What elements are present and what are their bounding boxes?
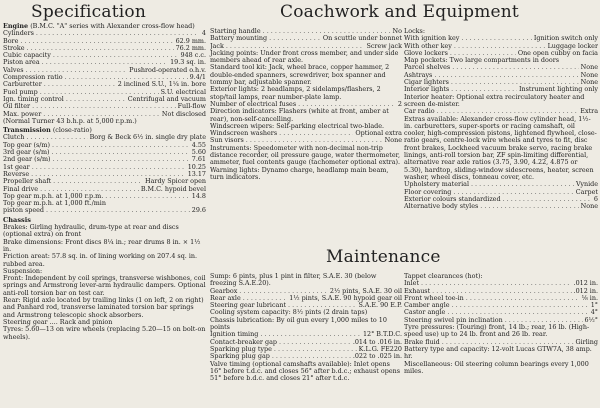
transmission-spec-row xyxy=(3,171,206,178)
maintenance-item-label: Brake fluid xyxy=(404,338,440,346)
coachwork-item xyxy=(404,28,598,35)
coachwork-item-label: With ignition key xyxy=(404,35,460,43)
coachwork-item-label: Sun visors xyxy=(210,137,244,145)
maintenance-item xyxy=(210,295,402,302)
transmission-spec-row xyxy=(3,186,206,193)
maintenance-item-label: Ignition timing xyxy=(210,331,259,339)
maintenance-item-label: Sump: 6 pints, plus 1 pint in filter, S.A.E. 30 (below freezing S.A.E.20). xyxy=(210,273,377,288)
chassis-paragraph: Rear: Rigid axle located by trailing links (1 on left, 2 on right) and Panhard rod, transverse laminated torsion bar springs and Armstrong telescopic shock absorbers. xyxy=(3,296,204,319)
engine-spec-row xyxy=(3,30,206,37)
engine-spec-row-label: Bore xyxy=(3,37,19,45)
chassis-heading: Chassis xyxy=(3,215,31,224)
engine-spec-row-value: Pushrod-operated o.h.v. xyxy=(129,66,206,74)
maintenance-item-value: .014 to .016 in. xyxy=(352,338,402,346)
transmission-heading: Transmission xyxy=(3,126,51,135)
transmission-spec-row-label: 2nd gear (s/m) xyxy=(3,156,51,164)
coachwork-item xyxy=(404,196,598,203)
coachwork-item-value: 6 xyxy=(593,195,598,203)
transmission-spec-row-value: 4.55 xyxy=(191,141,206,149)
coachwork-item-label: Alternative body styles xyxy=(404,203,479,211)
specification-column xyxy=(3,4,206,341)
transmission-spec-row-label: Top gear (s/m) xyxy=(3,141,50,149)
maintenance-paragraph: Miscellaneous: Oil steering column bearings every 1,000 miles. xyxy=(404,359,589,375)
coachwork-item-value: Optional extra xyxy=(355,130,402,138)
coachwork-paragraph: Jacking points: Under front cross member, and under side members ahead of rear axle. xyxy=(210,48,399,65)
chassis-paragraph: Friction areat: 57.8 sq. in. of lining working on 207.4 sq. in. rubbed area. xyxy=(3,252,198,268)
maintenance-item-value: Girling xyxy=(575,338,598,346)
coachwork-item-value: On scuttle under bonnet xyxy=(322,35,402,43)
engine-spec-row-value: S.U. electrical xyxy=(160,88,206,96)
maintenance-item xyxy=(210,288,402,295)
specification-title: Specification xyxy=(31,2,146,22)
piston-speed-label: Top gear m.p.h. at 1,000 ft./min xyxy=(3,199,106,208)
chassis-paragraph: Tyres: 5.60—13 on wire wheels (replacing 5.20—15 on bolt-on wheels). xyxy=(3,325,206,341)
coachwork-item-value: Carpet xyxy=(575,188,598,196)
coachwork-item-label: Exterior colours standardized xyxy=(404,195,501,203)
maintenance-item-label: Sparking plug gap xyxy=(210,353,270,361)
maintenance-item xyxy=(404,288,598,295)
maintenance-paragraph: Tyre pressures: (Touring) front, 14 lb.; rear, 16 lb. (High-speed use) up to 24 lb. front and 26 lb. rear. xyxy=(404,323,590,339)
transmission-spec-row xyxy=(3,164,206,171)
coachwork-item-label: Parcel shelves xyxy=(404,64,451,72)
maintenance-item-label: Gearbox xyxy=(210,287,238,295)
engine-spec-row-label: Fuel pump xyxy=(3,88,38,96)
coachwork-item-label: Interior lights xyxy=(404,86,450,94)
transmission-spec-row-label: Top gear m.p.h. at 1,000 r.p.m. xyxy=(3,192,104,200)
maintenance-item-value: S.A.E. 90 E.P. xyxy=(358,302,402,310)
engine-spec-row-label: Oil filter xyxy=(3,103,31,111)
transmission-spec-row-label: Final drive xyxy=(3,185,39,193)
maintenance-item-value: 4° xyxy=(590,309,598,317)
maintenance-item-label: Inlet xyxy=(404,280,420,288)
maintenance-paragraph: Battery type and capacity: 12-volt Lucas GTW7A, 38 amp. hr. xyxy=(404,344,592,361)
maintenance-item xyxy=(210,339,402,346)
engine-spec-row-value: Centrifugal and vacuum xyxy=(127,95,206,103)
coachwork-title: Coachwork and Equipment xyxy=(280,2,519,22)
coachwork-item-label: Map pockets: Two large compartments in doors xyxy=(404,57,560,65)
coachwork-item xyxy=(404,79,598,86)
coachwork-item xyxy=(404,35,598,42)
transmission-spec-row-label: Propeller shaft xyxy=(3,178,52,186)
coachwork-item-label: Number of electrical fuses xyxy=(210,100,297,108)
coachwork-item xyxy=(404,203,598,210)
chassis-paragraph: Steering gear .... Rack and pinion xyxy=(3,317,113,326)
piston-speed-row xyxy=(3,207,206,214)
engine-spec-row-value: 2 inclined S.U., 1¼ in. bore xyxy=(117,81,206,89)
coachwork-item-value: Screw jack xyxy=(366,42,402,50)
clutch-row xyxy=(3,134,206,141)
coachwork-left-column xyxy=(210,28,402,181)
engine-spec-row xyxy=(3,45,206,52)
coachwork-item xyxy=(404,50,598,57)
maintenance-item-label: Tappet clearances (hot): xyxy=(404,273,483,280)
coachwork-item-value: None xyxy=(580,203,598,211)
chassis-paragraph: Front: Independent by coil springs, transverse wishbones, coil springs and Armstrong lever-arm hydraulic dampers. Optional anti-roll torsion bar on test car. xyxy=(3,274,206,297)
engine-spec-row-label: Piston area xyxy=(3,59,40,67)
coachwork-item-value: One open cubby on facia xyxy=(517,49,598,57)
coachwork-item-value: None xyxy=(580,79,598,87)
maintenance-item-label: Front wheel toe-in xyxy=(404,294,464,302)
engine-spec-row xyxy=(3,38,206,45)
maintenance-item xyxy=(210,273,402,288)
coachwork-item xyxy=(210,130,402,137)
coachwork-item xyxy=(404,43,598,50)
coachwork-item-value: None xyxy=(580,71,598,79)
maintenance-item xyxy=(404,280,598,287)
maintenance-item-value: 6½° xyxy=(584,316,598,324)
maintenance-item xyxy=(404,302,598,309)
coachwork-paragraph: Extras available: Alexander cross-flow cylinder head, 1½-in. carburetters, super-sports or racing camshaft, oil cooler, high-compression pistons, lightened flywheel, close-ratio gears, centre-lock wire wheels and tyres to fit, disc front brakes, Lockheed vacuum brake servo, racing brake linings, anti-roll torsion bar, ZF spin-limiting differential, alternative rear axle ratios (3.75, 3.90, 4.22, 4.875 or 5.30), hardtop, sliding-window sidescreens, heater, screen washer, wheel discs, tonneau cover, etc. xyxy=(404,114,597,181)
coachwork-item-value: None xyxy=(384,137,402,145)
maintenance-item xyxy=(210,309,402,316)
coachwork-left-list xyxy=(210,28,402,181)
maintenance-item-value: .022 to .025 in. xyxy=(352,353,402,361)
piston-speed-row-label: piston speed xyxy=(3,207,45,215)
maintenance-item-label: Castor angle xyxy=(404,309,446,317)
engine-list xyxy=(3,30,206,118)
coachwork-title-area xyxy=(210,4,598,21)
engine-spec-row xyxy=(3,74,206,81)
coachwork-item xyxy=(404,72,598,79)
piston-speed-value: 29.6 xyxy=(191,207,206,215)
maintenance-left-column xyxy=(210,273,402,382)
engine-spec-row-value: 76.2 mm. xyxy=(175,44,206,52)
engine-spec-row-value: 62.9 mm. xyxy=(175,37,206,45)
chassis-paragraph: Brake dimensions: Front discs 8¼ in.; rear drums 8 in. × 1½ in. xyxy=(3,237,201,253)
maintenance-paragraph: Valve timing (optional camshafts available): Inlet opens 16° before t.d.c. and closes 56° after b.d.c.; exhaust opens 51° before b.d.c. and closes 21° after t.d.c. xyxy=(210,359,400,383)
maintenance-item-label: Cooling system capacity: 8½ pints (2 drain taps) xyxy=(210,309,368,317)
engine-spec-row-value: Not disclosed xyxy=(161,110,206,118)
transmission-heading-line xyxy=(3,127,206,134)
coachwork-item-value: None xyxy=(580,64,598,72)
engine-spec-row-label: Cylinders xyxy=(3,30,34,38)
transmission-spec-row-value: B.M.C. hypoid bevel xyxy=(140,185,206,193)
engine-spec-row xyxy=(3,67,206,74)
coachwork-item-value: Vynide xyxy=(576,181,598,189)
transmission-spec-row-value: 7.61 xyxy=(191,156,206,164)
engine-spec-row xyxy=(3,52,206,59)
transmission-spec-row xyxy=(3,178,206,185)
coachwork-item-label: Locks: xyxy=(404,28,425,35)
maintenance-item-value: .012 in. xyxy=(573,280,598,288)
engine-spec-row-label: Valves xyxy=(3,66,24,74)
coachwork-item-value: Extra xyxy=(580,108,598,116)
coachwork-item-label: Windscreen washers xyxy=(210,130,278,138)
transmission-spec-row xyxy=(3,149,206,156)
engine-spec-row-value: 19.3 sq. in. xyxy=(170,59,206,67)
coachwork-item xyxy=(404,57,598,64)
maintenance-item-label: Steering swivel pin inclination xyxy=(404,316,503,324)
maintenance-item-value: .012 in. xyxy=(573,287,598,295)
coachwork-paragraph: Direction indicators: Flashers (white at front, amber at rear), non-self-cancelling. xyxy=(210,107,389,123)
chassis-paragraph: Brakes: Girling hydraulic, drum-type at rear and discs (optional extra) on front xyxy=(3,223,179,239)
engine-spec-row-label: Cubic capacity xyxy=(3,52,51,60)
transmission-spec-row-value: 5.60 xyxy=(191,149,206,157)
engine-spec-row-label: Compression ratio xyxy=(3,74,63,82)
maintenance-item-value: 1° xyxy=(590,302,598,310)
maintenance-item-label: Contact-breaker gap xyxy=(210,338,278,346)
transmission-list xyxy=(3,142,206,200)
transmission-spec-row-value: 13.17 xyxy=(187,170,206,178)
coachwork-item-label: Ashtrays xyxy=(404,71,433,79)
maintenance-item-value: 2½ pints, S.A.E. 30 oil xyxy=(329,287,402,295)
coachwork-item-label: Battery mounting xyxy=(210,35,268,43)
engine-spec-row-value: 948 c.c. xyxy=(180,52,206,60)
coachwork-paragraph: Windscreen wipers: Self-parking electrical two-blade. xyxy=(210,121,385,130)
engine-heading-line xyxy=(3,23,206,30)
maintenance-item xyxy=(210,317,402,332)
transmission-spec-row-value: 14.8 xyxy=(191,192,206,200)
maintenance-item-label: Chassis lubrication: By oil gun every 1,000 miles to 10 points xyxy=(210,316,387,332)
coachwork-item-label: Upholstery material xyxy=(404,181,469,189)
maintenance-item xyxy=(404,295,598,302)
maintenance-item xyxy=(210,302,402,309)
chassis-paragraph: Suspension: xyxy=(3,266,43,275)
maintenance-left-list xyxy=(210,273,402,382)
transmission-desc: (close-ratio) xyxy=(52,126,92,135)
coachwork-item xyxy=(210,35,402,42)
transmission-spec-row xyxy=(3,142,206,149)
engine-desc: (B.M.C. "A" series with Alexander cross-flow head) xyxy=(30,22,195,30)
coachwork-item-label: Glove lockers xyxy=(404,49,448,57)
maintenance-item-value: 12° B.T.D.C. xyxy=(362,331,402,339)
engine-spec-row xyxy=(3,103,206,110)
maintenance-right-column xyxy=(404,273,598,375)
maintenance-item-label: Camber angle xyxy=(404,302,450,310)
engine-heading: Engine xyxy=(3,22,29,30)
coachwork-item-label: Starting handle xyxy=(210,28,261,35)
coachwork-item xyxy=(404,181,598,188)
maintenance-item-value: ⅛ in. xyxy=(581,294,598,302)
engine-spec-row-label: Ign. timing control xyxy=(3,95,64,103)
maintenance-item xyxy=(404,309,598,316)
maintenance-item-label: Exhaust xyxy=(404,287,431,295)
coachwork-paragraph: Standard tool kit: Jack, wheel brace, copper hammer, 2 double-ended spanners, screwdriver, box spanner and tommy bar, adjustable spanner. xyxy=(210,63,390,87)
coachwork-paragraph: Interior heater: Optional extra recirculatory heater and screen de-mister. xyxy=(404,92,585,108)
engine-spec-row-label: Carburetter xyxy=(3,81,42,89)
transmission-spec-row-label: 1st gear xyxy=(3,163,30,171)
coachwork-item-label: With other key xyxy=(404,42,452,50)
engine-spec-row-value: 9.4/1 xyxy=(189,74,206,82)
engine-spec-row xyxy=(3,59,206,66)
coachwork-item xyxy=(210,28,402,35)
maintenance-item-label: Rear axle xyxy=(210,294,241,302)
coachwork-item xyxy=(404,64,598,71)
clutch-label: Clutch xyxy=(3,134,25,142)
coachwork-paragraph: Exterior lights: 2 headlamps, 2 sidelamps/flashers, 2 stop/tail lamps, rear number-plate lamp. xyxy=(210,85,381,101)
maintenance-title-area xyxy=(210,249,598,266)
engine-spec-row xyxy=(3,96,206,103)
chassis-list xyxy=(3,224,206,341)
engine-spec-row-label: Max. power xyxy=(3,110,42,118)
coachwork-right-column xyxy=(404,28,598,210)
engine-spec-row-value: 4 xyxy=(201,30,206,38)
engine-spec-row-value: Full-flow xyxy=(177,103,206,111)
maintenance-item-label: Steering gear lubricant xyxy=(210,302,287,310)
transmission-spec-row xyxy=(3,156,206,163)
transmission-spec-row-value: 10.25 xyxy=(187,163,206,171)
engine-spec-row-label: Stroke xyxy=(3,44,25,52)
maintenance-item xyxy=(210,331,402,338)
maintenance-item-label: Sparking plug type xyxy=(210,345,272,353)
coachwork-item-label: Jack xyxy=(210,42,224,50)
coachwork-paragraph: Warning lights: Dynamo charge, headlamp main beam, turn indicators. xyxy=(210,165,389,181)
maintenance-item xyxy=(210,346,402,353)
clutch-value: Borg & Beck 6½ in. single dry plate xyxy=(89,134,206,142)
maintenance-right-list xyxy=(404,273,598,375)
maintenance-item-value: K.L.G. FE220 xyxy=(358,345,402,353)
maintenance-title: Maintenance xyxy=(326,247,441,267)
transmission-spec-row-label: Reverse xyxy=(3,170,30,178)
coachwork-item-label: Cigar lighters xyxy=(404,79,449,87)
coachwork-item-value: 2 xyxy=(397,100,402,108)
transmission-spec-row-value: Hardy Spicer open xyxy=(145,178,206,186)
engine-spec-row xyxy=(3,81,206,88)
coachwork-item-label: Floor covering xyxy=(404,188,452,196)
engine-spec-row xyxy=(3,89,206,96)
maintenance-item-value: 1½ pints, S.A.E. 90 hypoid gear oil xyxy=(289,294,402,302)
coachwork-item-value: Luggage locker xyxy=(547,42,598,50)
coachwork-right-list xyxy=(404,28,598,210)
coachwork-item-value: Ignition switch only xyxy=(533,35,598,43)
coachwork-item xyxy=(404,189,598,196)
coachwork-item-value: Instrument lighting only xyxy=(519,86,598,94)
coachwork-item-value: No xyxy=(392,28,402,35)
maintenance-item xyxy=(404,273,598,280)
coachwork-item-label: Car radio xyxy=(404,108,435,116)
coachwork-paragraph: Instruments: Speedometer with non-decimal non-trip distance recorder, oil pressure gauge, water thermometer, ammeter, fuel contents gauge (tachometer optional extra). xyxy=(210,143,401,167)
transmission-spec-row-label: 3rd gear (s/m) xyxy=(3,149,50,157)
engine-note: (Normal Turner 43 b.h.p. at 5,000 r.p.m.) xyxy=(3,116,137,125)
